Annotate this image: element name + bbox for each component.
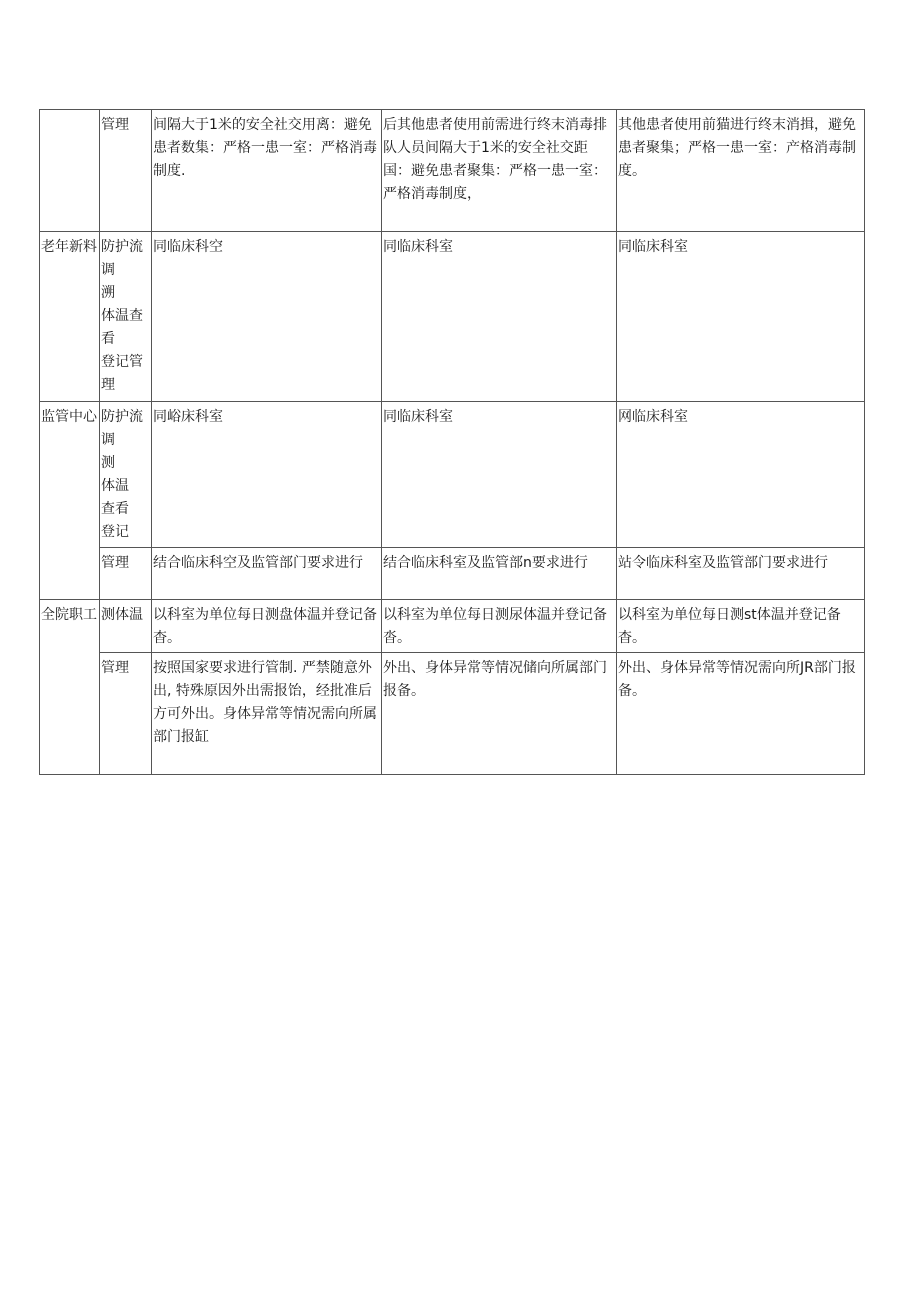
doc-table bbox=[39, 109, 865, 775]
table-cell: 结合临床科室及监管部n要求进行 bbox=[382, 548, 617, 600]
item-cell: 管理 bbox=[100, 548, 152, 600]
table-cell: 同临床科室 bbox=[617, 232, 865, 402]
table-cell: 同峪床科室 bbox=[152, 402, 382, 548]
table-row bbox=[40, 232, 865, 402]
item-line: 体温查 bbox=[101, 308, 143, 324]
group-cell: 老年新料 bbox=[40, 232, 100, 402]
group-cell bbox=[40, 110, 100, 232]
table-cell: 以科室为单位每日测尿体温并登记备沓。 bbox=[382, 600, 617, 653]
table-cell: 网临床科室 bbox=[617, 402, 865, 548]
table-row bbox=[40, 600, 865, 653]
item-line: 看 bbox=[101, 331, 115, 347]
table-cell: 同临床科室 bbox=[382, 232, 617, 402]
item-line: 溯 bbox=[101, 285, 115, 301]
group-cell: 监管中心 bbox=[40, 402, 100, 600]
table-row bbox=[40, 402, 865, 548]
item-line: 防护流 bbox=[101, 409, 143, 425]
item-line: 防护流 bbox=[101, 239, 143, 255]
item-cell bbox=[100, 232, 152, 402]
table-cell: 间隔大于1米的安全社交用离：避免患者数集：严格一患一室：严格消毒制度. bbox=[152, 110, 382, 232]
item-cell bbox=[100, 402, 152, 548]
item-line: 测 bbox=[101, 455, 115, 471]
item-line: 登记 bbox=[101, 524, 129, 540]
item-cell: 测体温 bbox=[100, 600, 152, 653]
group-cell: 全院职工 bbox=[40, 600, 100, 775]
item-cell: 管理 bbox=[100, 110, 152, 232]
table-cell: 后其他患者使用前需进行终末消毒排队人员间隔大于1米的安全社交距国：避免患者聚集：严格一患一室：严格消毒制度， bbox=[382, 110, 617, 232]
table-row bbox=[40, 653, 865, 775]
table-cell: 以科室为单位每日测盘体温并登记备杳。 bbox=[152, 600, 382, 653]
item-line: 调 bbox=[101, 262, 115, 278]
table-row bbox=[40, 548, 865, 600]
table-cell: 同临床科室 bbox=[382, 402, 617, 548]
table-row bbox=[40, 110, 865, 232]
table-cell: 同临床科空 bbox=[152, 232, 382, 402]
item-line: 体温 bbox=[101, 478, 129, 494]
item-line: 理 bbox=[101, 377, 115, 393]
item-line: 调 bbox=[101, 432, 115, 448]
item-line: 查看 bbox=[101, 501, 129, 517]
table-cell: 按照国家要求进行管制. 严禁随意外出, 特殊原因外出需报饴，经批准后方可外出。身体异常等情况需向所属部门报缸 bbox=[152, 653, 382, 775]
table-cell: 外出、身体异常等情况储向所属部门报备。 bbox=[382, 653, 617, 775]
item-line: 登记管 bbox=[101, 354, 143, 370]
item-cell: 管理 bbox=[100, 653, 152, 775]
table-cell: 结合临床科空及监管部门要求进行 bbox=[152, 548, 382, 600]
table-cell: 其他患者使用前猫进行终末消揖，避免患者聚集；严格一患一室：产格消毒制度。 bbox=[617, 110, 865, 232]
table-cell: 以科室为单位每日测st体温并登记备杳。 bbox=[617, 600, 865, 653]
table-cell: 外出、身体异常等情况需向所JR部门报备。 bbox=[617, 653, 865, 775]
table-cell: 站令临床科室及监管部门要求进行 bbox=[617, 548, 865, 600]
